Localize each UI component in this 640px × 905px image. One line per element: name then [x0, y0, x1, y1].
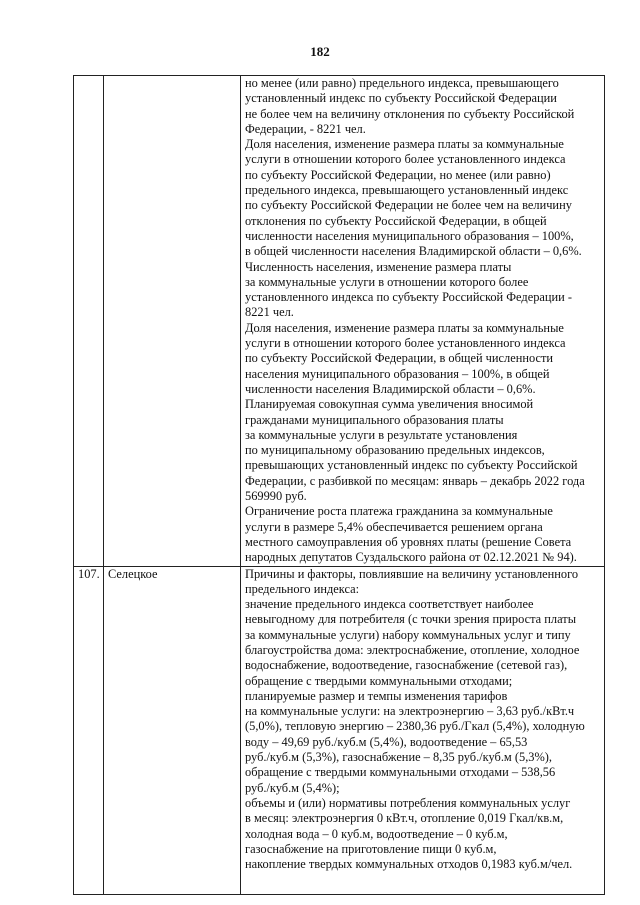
text-line: численности населения Владимирской области – 0,6%.: [245, 381, 536, 396]
municipality-name-cell: [104, 76, 241, 567]
text-line: в общей численности населения Владимирской области – 0,6%.: [245, 244, 582, 259]
text-line: предельного индекса, превышающего установленный индекс: [245, 183, 569, 198]
row-number-cell: 107.: [74, 566, 104, 894]
text-line: в месяц: электроэнергия 0 кВт.ч, отопление 0,019 Гкал/кв.м,: [245, 811, 564, 826]
text-line: превышающих установленный индекс по субъекту Российской: [245, 458, 578, 473]
text-line: услуги в размере 5,4% обеспечивается решением органа: [245, 519, 543, 534]
text-line: предельного индекса:: [245, 581, 360, 596]
municipal-index-table: [73, 75, 605, 895]
text-line: накопление твердых коммунальных отходов 0,1983 куб.м/чел.: [245, 857, 573, 872]
text-line: обращение с твердыми коммунальными отходами – 538,56: [245, 765, 556, 780]
text-line: руб./куб.м (5,4%);: [245, 780, 340, 795]
text-line: Численность населения, изменение размера платы: [245, 259, 512, 274]
text-line: (5,0%), тепловую энергию – 2380,36 руб./Гкал (5,4%), холодную: [245, 719, 585, 734]
text-line: руб./куб.м (5,3%), газоснабжение – 8,35 руб./куб.м (5,3%),: [245, 750, 553, 765]
text-line: Федерации, - 8221 чел.: [245, 121, 366, 136]
text-line: по субъекту Российской Федерации не более чем на величину: [245, 198, 572, 213]
text-line: численности населения муниципального образования – 100%,: [245, 228, 574, 243]
page-number: 182: [310, 44, 330, 59]
text-line: холодная вода – 0 куб.м, водоотведение – 0 куб.м,: [245, 826, 508, 841]
table-row: [74, 566, 605, 894]
text-line: за коммунальные услуги в отношении которого более: [245, 274, 529, 289]
text-line: благоустройства дома: электроснабжение, отопление, холодное: [245, 642, 580, 657]
text-line: установленного индекса по субъекту Российской Федерации -: [245, 290, 573, 305]
text-line: объемы и (или) нормативы потребления коммунальных услуг: [245, 795, 571, 810]
text-line: Планируемая совокупная сумма увеличения вносимой: [245, 397, 534, 412]
text-line: Ограничение роста платежа гражданина за коммунальные: [245, 504, 553, 519]
text-line: народных депутатов Суздальского района от 02.12.2021 № 94).: [245, 550, 577, 565]
text-line: за коммунальные услуги в результате установления: [245, 427, 518, 442]
text-line: по субъекту Российской Федерации, но менее (или равно): [245, 167, 551, 182]
text-line: услуги в отношении которого более установленного индекса: [245, 336, 566, 351]
text-line: воду – 49,69 руб./куб.м (5,4%), водоотведение – 65,53: [245, 734, 528, 749]
text-line: по субъекту Российской Федерации, в общей численности: [245, 351, 554, 366]
text-line: отклонения по субъекту Российской Федерации, в общей: [245, 213, 547, 228]
text-line: невыгодному для потребителя (с точки зрения прироста платы: [245, 612, 577, 627]
text-line: значение предельного индекса соответствует наиболее: [245, 597, 534, 612]
text-line: не более чем на величину отклонения по субъекту Российской: [245, 106, 575, 121]
text-line: водоснабжение, водоотведение, газоснабжение (сетевой газ),: [245, 658, 568, 673]
text-line: услуги в отношении которого более установленного индекса: [245, 152, 566, 167]
text-line: установленный индекс по субъекту Российской Федерации: [245, 91, 557, 106]
text-line: Федерации, с разбивкой по месяцам: январь – декабрь 2022 года: [245, 473, 585, 488]
description-cell: [241, 566, 605, 894]
description-cell: [241, 76, 605, 567]
municipality-name-cell: Селецкое: [104, 566, 241, 894]
text-line: газоснабжение на приготовление пищи 0 куб.м,: [245, 841, 497, 856]
text-line: по муниципальному образованию предельных индексов,: [245, 443, 545, 458]
text-line: обращение с твердыми коммунальными отходами;: [245, 673, 513, 688]
text-line: Доля населения, изменение размера платы за коммунальные: [245, 320, 564, 335]
text-line: населения муниципального образования – 100%, в общей: [245, 366, 550, 381]
text-line: за коммунальные услуги) набору коммунальных услуг и типу: [245, 627, 571, 642]
text-line: планируемые размер и темпы изменения тарифов: [245, 688, 508, 703]
text-line: Причины и факторы, повлиявшие на величину установленного: [245, 566, 579, 581]
text-line: но менее (или равно) предельного индекса, превышающего: [245, 76, 559, 90]
text-line: гражданами муниципального образования платы: [245, 412, 504, 427]
table-row: [74, 76, 605, 567]
text-line: на коммунальные услуги: на электроэнергию – 3,63 руб./кВт.ч: [245, 704, 575, 719]
text-line: Доля населения, изменение размера платы за коммунальные: [245, 137, 564, 152]
text-line: 8221 чел.: [245, 305, 294, 320]
row-number-cell: [74, 76, 104, 567]
text-line: 569990 руб.: [245, 489, 307, 504]
text-line: местного самоуправления об уровнях платы (решение Совета: [245, 534, 572, 549]
